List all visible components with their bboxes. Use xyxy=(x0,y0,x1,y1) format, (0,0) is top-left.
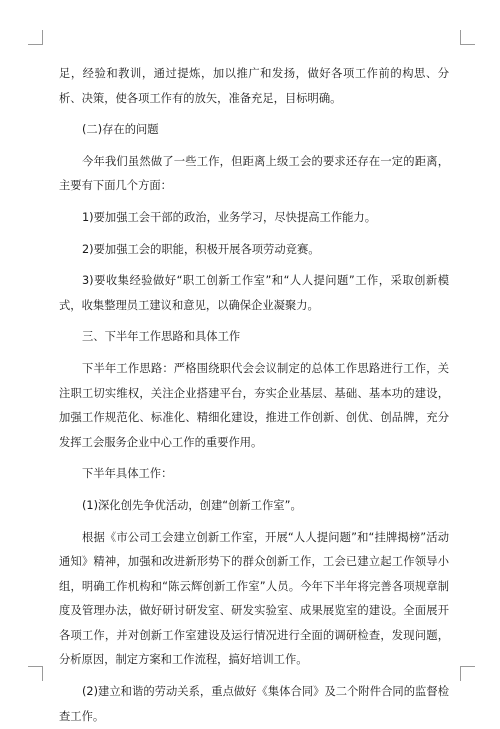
list-item-1: 1)要加强工会干部的政治，业务学习，尽快提高工作能力。 xyxy=(82,210,377,224)
section-heading-existing-problems: (二)存在的问题 xyxy=(82,123,159,137)
crop-mark-top-right xyxy=(460,30,475,45)
work-item-2: (2)建立和谐的劳动关系，重点做好《集体合同》及二个附件合同的监督检查工作。 xyxy=(59,685,449,723)
paragraph-continuation: 足，经验和教训，通过提炼，加以推广和发扬，做好各项工作前的构思、分析、决策，使各项工作有的放矢，准备充足，目标明确。 xyxy=(59,67,449,105)
crop-mark-bottom-right xyxy=(460,666,475,681)
crop-mark-top-left xyxy=(28,30,43,45)
work-item-1: (1)深化创先争优活动，创建“创新工作室”。 xyxy=(82,498,302,512)
paragraph-work-approach: 下半年工作思路：严格围绕职代会会议制定的总体工作思路进行工作，关注职工切实维权，关注企业搭建平台，夯实企业基层、基础、基本功的建设，加强工作规范化、标准化、精细化建设，推进工作创新、创优、创品牌，充分发挥工会服务企业中心工作的重要作用。 xyxy=(59,361,449,449)
paragraph-specific-work-intro: 下半年具体工作： xyxy=(82,467,173,481)
section-heading-second-half-plan: 三、下半年工作思路和具体工作 xyxy=(82,330,241,344)
crop-mark-bottom-left xyxy=(28,666,43,681)
paragraph-problems-intro: 今年我们虽然做了一些工作，但距离上级工会的要求还存在一定的距离，主要有下面几个方面： xyxy=(59,154,449,193)
paragraph-innovation-studio: 根据《市公司工会建立创新工作室，开展“人人提问题”和“挂牌揭榜”活动通知》精神，加强和改进新形势下的群众创新工作，工会已建立起工作领导小组，明确工作机构和“陈云辉创新工作室”人员。今年下半年将完善各项规章制度及管理办法，做好研讨研发室、研发实验室、成果展览室的建设。全面展开各项工作，并对创新工作室建设及运行情况进行全面的调研检查，发现问题，分析原因，制定方案和工作流程，搞好培训工作。 xyxy=(59,530,449,667)
document-body xyxy=(59,62,449,729)
list-item-2: 2)要加强工会的职能，积极开展各项劳动竞赛。 xyxy=(82,242,320,256)
list-item-3: 3)要收集经验做好“职工创新工作室”和“人人提问题”工作，采取创新模式，收集整理员工建议和意见，以确保企业凝聚力。 xyxy=(59,274,449,312)
